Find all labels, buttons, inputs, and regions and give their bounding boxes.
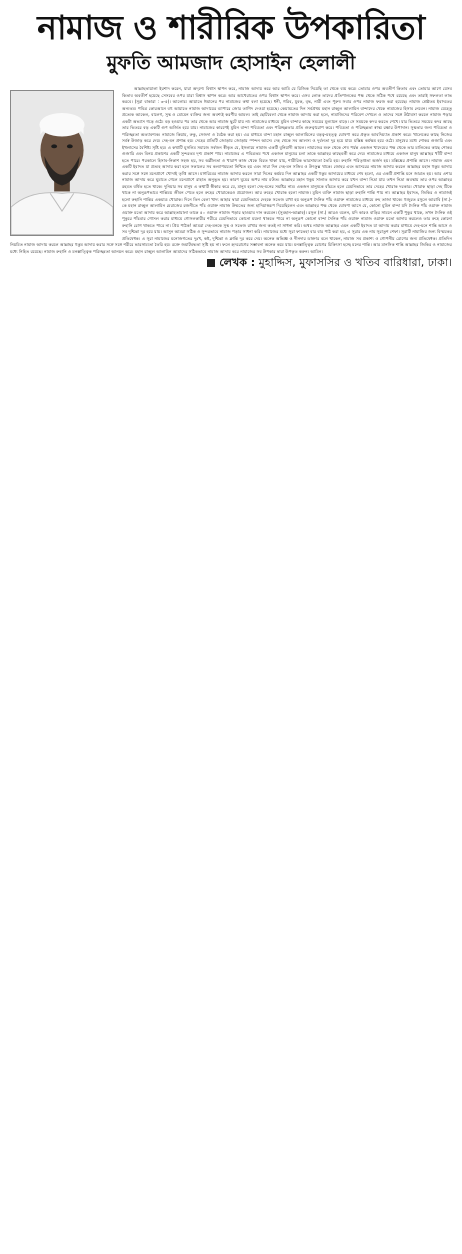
- article-title: নামাজ ও শারীরিক উপকারিতা: [37, 8, 425, 47]
- author-photo: [10, 90, 114, 236]
- article-body-container: [10, 86, 452, 267]
- credit-text: মুহাদ্দিস, মুফাসসির ও খতিব বারিধারা, ঢাকা।: [258, 256, 452, 269]
- bullet-square-icon: [207, 259, 215, 267]
- author-credit: [10, 256, 452, 269]
- author-name: মুফতি আমজাদ হোসাইন হেলালী: [106, 52, 356, 74]
- article-body: আল্লাহতায়ালা ইরশাদ করেন, যারা অদৃশ্যে বিশ্বাস স্থাপন করে, নামাজ আদায় করে আর আমি যে রিজিক দিয়েছি তা থেকে ব্যয় করে। তোমার ওপর অবতীর্ণ কিতাব এবং তোমার আগে যেসব কিতাব অবতীর্ণ হয়েছে সেসবের ওপর যারা বিশ্বাস স্থাপন করে। আর আখেরাতের ওপর বিশ্বাস স্থাপন করে। এসব লোক তাদের প্রতিপালকের পক্ষ থেকে সঠিক পথে রয়েছে এবং তারাই সফলতা লাভ করবে। (সূরা বাকারা : ৩-৫)। আলোচ্য আয়াতে ঈমানের পর নামাজের কথা বলা হয়েছে। ধনী, গরিব, যুবক, বৃদ্ধ, নারী এবং পুরুষ সবার ওপর নামাজ ফরজ করা হয়েছে। নামাজ শ্রেষ্ঠতম ইবাদতের অন্যতম। পবিত্র কোরআনে বহু আয়াতে নামাজ আদায়ের ব্যাপারে জোর তাগিদ দেওয়া হয়েছে। কেয়ামতের দিন সর্বপ্রথম মহান রাব্বুল আলামিন বান্দাদের থেকে নামাজের হিসাব নেবেন। নামাজ যেহেতু প্রত্যেক আকেল, বালেগ, সুস্থ ও মোমেন ব্যক্তির জন্য অবশ্যই করণীয় আমল। তাই ছোটবেলা থেকে নামাজ আদায় করা হলে, নামাজিদের পরিবেশ দেখলে ও তাদের সঙ্গে উঠাবসা করলে নামাজ পড়ার একটা অভ্যাস গড়ে ওঠে। বড় হওয়ার পর তার থেকে আর নামাজ ছুটে যায় না। নামাজের মাধ্যমে মুমিন বান্দার কাছে সময়ের মূল্যায়ন বাড়ে। সে সময়কে কদর করতে শেখে। যার ভিতরে সময়ের কদর আছে তার ভিতরে বড় একটি গুণ অর্জিত হয়ে যায়। নামাজের কারণেই মুমিন বান্দা পবিত্রতা এবং পরিচ্ছন্নতার প্রতি গুরুত্বারোপ করে। পবিত্রতা ও পরিচ্ছন্নতা স্বাস্থ্য রক্ষার উপাদান। সুস্থতার জন্য পবিত্রতা ও পরিচ্ছন্নতা অত্যাবশ্যক। নামাজে কিয়াম, রুকু, সেজদা ও বৈঠক করা হয়। এর মাধ্যমে বান্দা মহান রাব্বুল আলামিনের বড়ত্ব-মহত্ত্ব ঘোষণা করে প্রকৃত আবদিয়্যাত প্রকাশ করে। খালেকের কাছে নিজের সর্বস্ব উজাড় করে দেয়। দেহ-মন প্রশান্ত হয়। দেহের প্রতিটি জোড়ায় জোড়ায় স্পন্দন আসে। দেহ থেকে সব আলস্য ও দুর্বলতা দূর হয়ে যায়। মস্তিষ্ক কর্মক্ষম হয়ে ওঠে। মানুষের মধ্যে শোকর গুজারি এবং ইখলাসের বৈশিষ্ট্য সৃষ্টি হয়। এ কথাটি মুসলিম সমাজে সর্বজন স্বীকৃত যে, ইসলামে নামাজ একটি বুনিয়াদী আমল। নামাজের শুরু থেকে শেষ পর্যন্ত একজন খাদেমের পক্ষ থেকে তার মালিকের কাছে শোকর গুজারি এবং বিনয় প্রকাশের একটি সুন্দরতম দৃশ্য প্রকাশ পায়। নামাজের এ পবিত্রতম পথে একজন মানুষের চলা তাকে আল্লাহর কাছেবর্তী করে দেয়। নামাজের মাধ্যমে একজন মানুষ আল্লাহর খাঁটি বান্দা হতে পারে। পরকালে হিসাব-নিকাশ সহজ হয়, সব অশ্লীলতা ও খারাপ কাজ থেকে বিরত থাকা যায়, শারীরিক ভারসাম্যতা তৈরি হয়। রুহানি পরিতৃপ্ততা অর্জন হয়। মস্তিষ্কের প্রশান্তি আসে। নামাজ এমন একটি ইবাদত যা প্রত্যহ আদায় করা হলে সকালের সব কল্যাণময়তা নিশ্চিত হয় এবং সারা দিন দেহ-মন সজিব ও উৎফুল্ল থাকে। জোহর এবং আসরের নামাজ আদায় করলে আল্লাহর মহান হুকুম আদায় করার সঙ্গে সঙ্গে মনেপ্রাণে খোদাই তৃপ্তি আসে। মাগরিবের নামাজ আদায় করলে সারা দিনের কর্মময় দিন আল্লাহর একটি হুকুম আদায়ের মাধ্যমে শেষ হলো, এর একটি প্রশান্তি মনে জাগ্রত হয়। আর এশার নামাজ আদায় করে ঘুমাতে গেলে মনেপ্রাণে রাহাত অনুভূত হয়। কারণ ঘুমের অপর নাম মউত। আল্লাহর মহান হুকুম সালাত আদায় করে যখন বান্দা নিদ্রা যায় তখন নিদ্রা অবস্থায় তার ওপর আল্লাহর রহমত বর্ষিত হতে থাকে। দুনিয়ার সব মানুষ এ কথাটি স্বীকার করে যে, মানুষ হলো দেহ-মনের সমষ্টির নাম। একজন মানুষকে বাঁচতে হলে যেমনিভাবে তার দেহের খোরাক দরকার। খোরাক ছাড়া দেহ টিকে থাকে না অনুরূপভাবে শান্তিময় জীবন পেতে হলে রুহের খোরাকেরও প্রয়োজন। আর রুহের খোরাক হলো নামাজ। মুমিন ব্যক্তি নামাজ ছাড়া রুহানি শান্তি পায় না। আল্লাহর ইবাদত, জিকির ও নামাজই হলো রুহানি শান্তির একমাত্র খোরাক। দিনে তিন বেলা খাদ্য আহার দ্বারা যেমনিভাবে দেহকে সতেজ রাখা হয় অনুরূপ দৈনিক পাঁচ ওয়াক্ত নামাজের মাধ্যমে রুহ তাজা থাকে। হুজুরত রসুলে আরাবি (সা.)-কে মহান রাব্বুল আলামিন মেরাজের রজনীতে পাঁচ ওয়াক্ত নামাজ উম্মতের জন্য হাদিয়াস্বরূপ দিয়েছিলেন এবং আল্লাহর পক্ষ থেকে ঘোষণা আসে যে, কোনো মুমিন বান্দা যদি দৈনিক পাঁচ ওয়াক্ত নামাজ ওয়াক্ত মতো আদায় করে আল্লাহতায়ালা তাকে ৫০ ওয়াক্ত নামাজ পড়ার ছাওয়াব দান করবেন। (সুবহান-আল্লাহ)। রসুল (সা.) আরও বলেন, যদি কারও বাড়ির সামনে একটি পুকুর থাকে, তখন দৈনিক ওই পুকুরে পাঁচবার গোসল করার মাধ্যমে গোসলকারীর শরীরে যেমনিভাবে কোনো ময়লা থাকতে পারে না অনুরূপ কোনো বান্দা দৈনিক পাঁচ ওয়াক্ত নামাজ ওয়াক্ত মতো আদায় করলেও তার রুহে কোনো রুহানি রোগ থাকতে পারে না। প্রিয় পাঠক! আমরা দেহ-মনকে সুস্থ ও সতেজ রাখার জন্য কতই না সাধনা করি। অথচ নামাজ আল্লাহর এমন একটি ইবাদত যা আদায় করার মাধ্যমে দেহ-মনে শান্তি আসে ও সব দুশ্চিন্তা দূর হয়ে যায়। আসুন আমরা সঠিক ও সুন্দরভাবে নামাজ পড়ার সাধনা করি। নামাজের মধ্যে সূরা ফাতেহা বার বার পাঠ করা হয়, এ সূরার এক নাম সূরাতুশ শেফা। সূরাটি নামাজির জন্য বিস্ময়কর প্রতিষেধক। এ সূরা নামাজের মনোজগতের দুঃখ, কষ্ট, দুশ্চিন্তা ও ক্লান্তি দূর করে দেয়। অনেক অভিজ্ঞ ও দীনদার ডাক্তার বলে থাকেন, নামাজ সব প্রকাশ্য ও গোপনীয় রোগের জন্য প্রতিষেধক। প্রতিদিন নিয়মিত নামাজ আদায় করলে আল্লাহর হুকুম আদায় করার সঙ্গে সঙ্গে শরীরে ভারসাম্যতা তৈরি হয়। রক্তে জমাটবদ্ধতা সৃষ্টি হয় না। ফলে হৃদরোগের সম্ভাবনা অনেক কমে যায়। মনস্তাত্ত্বিক রোগের চিকিৎসা হচ্ছে মনের শান্তি। আর মানসিক শান্তি আল্লাহর জিকির ও নামাজের মধ্যে নিহিত রয়েছে। নামাজ রুহানি ও মনস্তাত্ত্বিক পরিচ্ছন্নতা আনয়ন করে। মহান রাব্বুল আলামিন আমাদের সঠিকভাবে নামাজ আদায় করে নামাজের সব উপকার দ্বারা উপকৃত করুন। আমিন।: [10, 86, 452, 254]
- credit-label: লেখক :: [219, 256, 256, 269]
- author-portrait-icon: [11, 91, 113, 235]
